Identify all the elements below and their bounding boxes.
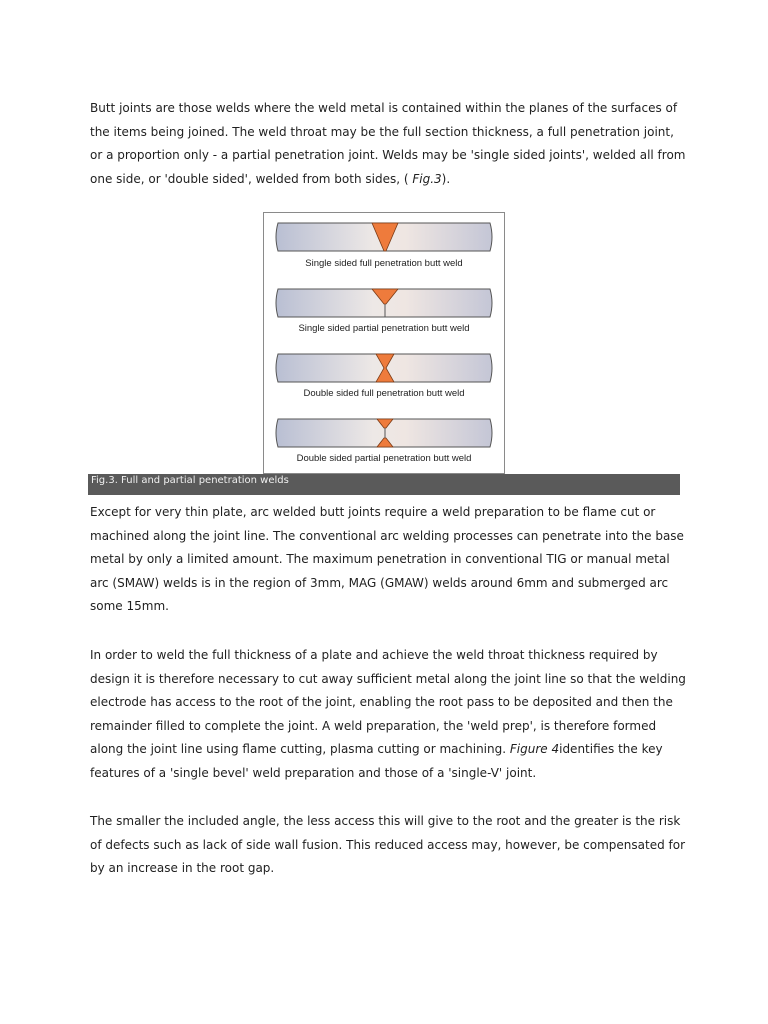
weld-single-full <box>276 223 492 269</box>
paragraph-weld-preparation: Except for very thin plate, arc welded butt joints require a weld preparation to be flame cut or machined along the joint line. The conventional arc welding processes can penetrate into the base metal by only a limited amount. The maximum penetration in conventional TIG or manual metal arc (SMAW) welds is in the region of 3mm, MAG (GMAW) welds around 6mm and submerged arc some 15mm. <box>90 505 684 613</box>
figure-caption: Fig.3. Full and partial penetration welds <box>88 474 680 495</box>
weld-double-full <box>276 354 492 399</box>
paragraph-text-end: ). <box>441 171 451 186</box>
weld-label-1: Single sided full penetration butt weld <box>305 258 463 269</box>
weld-figure <box>263 212 505 474</box>
weld-label-4: Double sided partial penetration butt weld <box>296 453 472 464</box>
weld-label-3: Double sided full penetration butt weld <box>303 388 465 399</box>
paragraph-text: Butt joints are those welds where the weld metal is contained within the planes of the surfaces of the items being joined. The weld throat may be the full section thickness, a full penetration joint, or a proportion only - a partial penetration joint. Welds may be 'single sided joints', welded all from one side, or 'double sided', welded from both sides, ( <box>90 101 686 186</box>
weld-single-partial <box>276 289 492 334</box>
figure-reference: Fig.3 <box>412 171 442 186</box>
figure-reference: Figure 4 <box>509 742 560 756</box>
paragraph-butt-joints <box>90 97 690 191</box>
paragraph-text-end: identifies the key features of a 'single bevel' weld preparation and those of a 'single-V' joint. <box>90 742 663 780</box>
weld-double-partial <box>276 419 492 464</box>
weld-diagram <box>264 213 504 473</box>
weld-label-2: Single sided partial penetration butt weld <box>298 323 470 334</box>
paragraph-full-thickness <box>90 644 690 785</box>
paragraph-text: In order to weld the full thickness of a plate and achieve the weld throat thickness required by design it is therefore necessary to cut away sufficient metal along the joint line so that the welding electrode has access to the root of the joint, enabling the root pass to be deposited and then the remainder filled to complete the joint. A weld preparation, the 'weld prep', is therefore formed along the joint line using flame cutting, plasma cutting or machining. <box>90 648 686 756</box>
paragraph-included-angle: The smaller the included angle, the less access this will give to the root and the greater is the risk of defects such as lack of side wall fusion. This reduced access may, however, be compensated for by an increase in the root gap. <box>90 814 686 875</box>
